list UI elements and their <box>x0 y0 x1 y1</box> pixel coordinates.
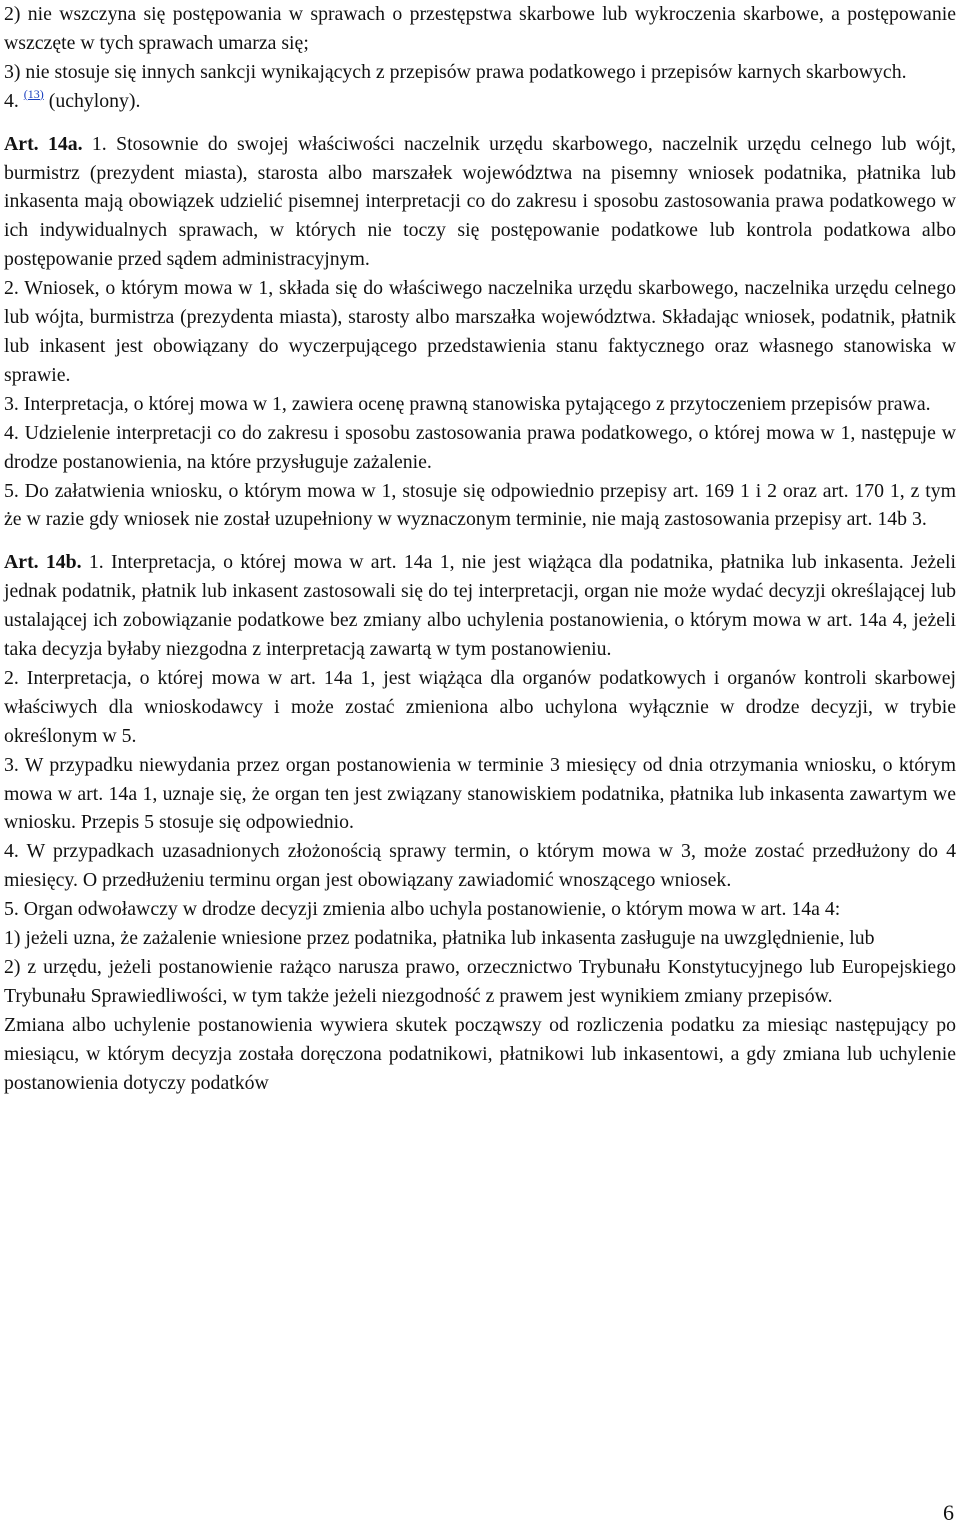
art-14b-section-5: 5. Organ odwoławczy w drodze decyzji zmienia albo uchyla postanowienie, o którym mowa w art. 14a 4: <box>4 898 841 921</box>
spacer <box>4 116 956 130</box>
art-14b-point-2: 2) z urzędu, jeżeli postanowienie rażąco narusza prawo, orzecznictwo Trybunału Konstytucyjnego lub Europejskiego Trybunału Sprawiedliwości, w tym także jeżeli niezgodność z prawem jest wynikiem zmiany przepisów. <box>4 956 956 1007</box>
page-number: 6 <box>943 1500 954 1525</box>
art-14b-heading: Art. 14b. <box>4 551 82 574</box>
art-14b-s1-text: 1. Interpretacja, o której mowa w art. 14a 1, nie jest wiążąca dla podatnika, płatnika lub inkasenta. Jeżeli jednak podatnik, płatnik lub inkasent zastosowali się do tej interpretacji, organ nie może wydać decyzji określającej lub ustalającej ich zobowiązanie podatkowe bez zmiany albo uchylenia postanowienia, o którym mowa w art. 14a 4, jeżeli taka decyzja byłaby niezgodna z interpretacją zawartą w tym postanowieniu. <box>4 551 956 661</box>
spacer <box>4 534 956 548</box>
paragraph-top-section-4 <box>4 87 956 116</box>
art-14a-heading: Art. 14a. <box>4 132 83 155</box>
art-14a-section-1 <box>4 130 956 275</box>
art-14a-section-4: 4. Udzielenie interpretacji co do zakresu i sposobu zastosowania prawa podatkowego, o której mowa w 1, następuje w drodze postanowienia, na które przysługuje zażalenie. <box>4 421 956 473</box>
section-4-text: (uchylony). <box>43 89 141 112</box>
art-14a-s1-text: 1. Stosownie do swojej właściwości naczelnik urzędu skarbowego, naczelnik urzędu celnego lub wójt, burmistrz (prezydent miasta), starosta albo marszałek województwa na pisemny wniosek podatnika, płatnika lub inkasenta mają obowiązek udzielić pisemnej interpretacji co do zakresu i sposobu zastosowania prawa podatkowego w ich indywidualnych sprawach, w których nie toczy się postępowanie podatkowe lub kontrola podatkowa albo postępowanie przed sądem administracyjnym. <box>4 132 956 271</box>
paragraph-top-point-3: 3) nie stosuje się innych sankcji wynikających z przepisów prawa podatkowego i przepisów karnych skarbowych. <box>4 60 907 83</box>
art-14b-point-1: 1) jeżeli uzna, że zażalenie wniesione przez podatnika, płatnika lub inkasenta zasługuje na uwzględnienie, lub <box>4 927 875 950</box>
section-4-number: 4. <box>4 89 24 112</box>
art-14a-section-3: 3. Interpretacja, o której mowa w 1, zawiera ocenę prawną stanowiska pytającego z przytoczeniem przepisów prawa. <box>4 392 931 415</box>
art-14a-section-2: 2. Wniosek, o którym mowa w 1, składa się do właściwego naczelnika urzędu skarbowego, naczelnika urzędu celnego lub wójta, burmistrza (prezydenta miasta), starosty albo marszałka województwa. Składając wniosek, podatnik, płatnik lub inkasent jest obowiązany do wyczerpującego przedstawienia stanu faktycznego oraz własnego stanowiska w sprawie. <box>4 277 956 386</box>
art-14b-section-4: 4. W przypadkach uzasadnionych złożonością sprawy termin, o którym mowa w 3, może zostać przedłużony do 4 miesięcy. O przedłużeniu terminu organ jest obowiązany zawiadomić wnoszącego wniosek. <box>4 840 956 892</box>
footnote-13-link[interactable]: (13) <box>23 86 44 101</box>
paragraph-top-point-2: 2) nie wszczyna się postępowania w sprawach o przestępstwa skarbowe lub wykroczenia skarbowe, a postępowanie wszczęte w tych sprawach umarza się; <box>4 3 956 54</box>
art-14b-closing-paragraph: Zmiana albo uchylenie postanowienia wywiera skutek począwszy od rozliczenia podatku za miesiąc następujący po miesiącu, w którym decyzja została doręczona podatnikowi, płatnikowi lub inkasentowi, a gdy zmiana lub uchylenie postanowienia dotyczy podatków <box>4 1013 956 1094</box>
art-14b-section-2: 2. Interpretacja, o której mowa w art. 14a 1, jest wiążąca dla organów podatkowych i organów kontroli skarbowej właściwych dla wnioskodawcy i może zostać zmieniona albo uchylona wyłącznie w drodze decyzji, w trybie określonym w 5. <box>4 666 956 747</box>
document-body <box>4 0 956 1098</box>
art-14b-section-3: 3. W przypadku niewydania przez organ postanowienia w terminie 3 miesięcy od dnia otrzymania wniosku, o którym mowa w art. 14a 1, uznaje się, że organ ten jest związany stanowiskiem podatnika, płatnika lub inkasenta zawartym we wniosku. Przepis 5 stosuje się odpowiednio. <box>4 753 956 834</box>
art-14b-section-1 <box>4 548 956 664</box>
art-14a-section-5: 5. Do załatwienia wniosku, o którym mowa w 1, stosuje się odpowiednio przepisy art. 169 1 i 2 oraz art. 170 1, z tym że w razie gdy wniosek nie został uzupełniony w wyznaczonym terminie, nie mają zastosowania przepisy art. 14b 3. <box>4 479 956 531</box>
